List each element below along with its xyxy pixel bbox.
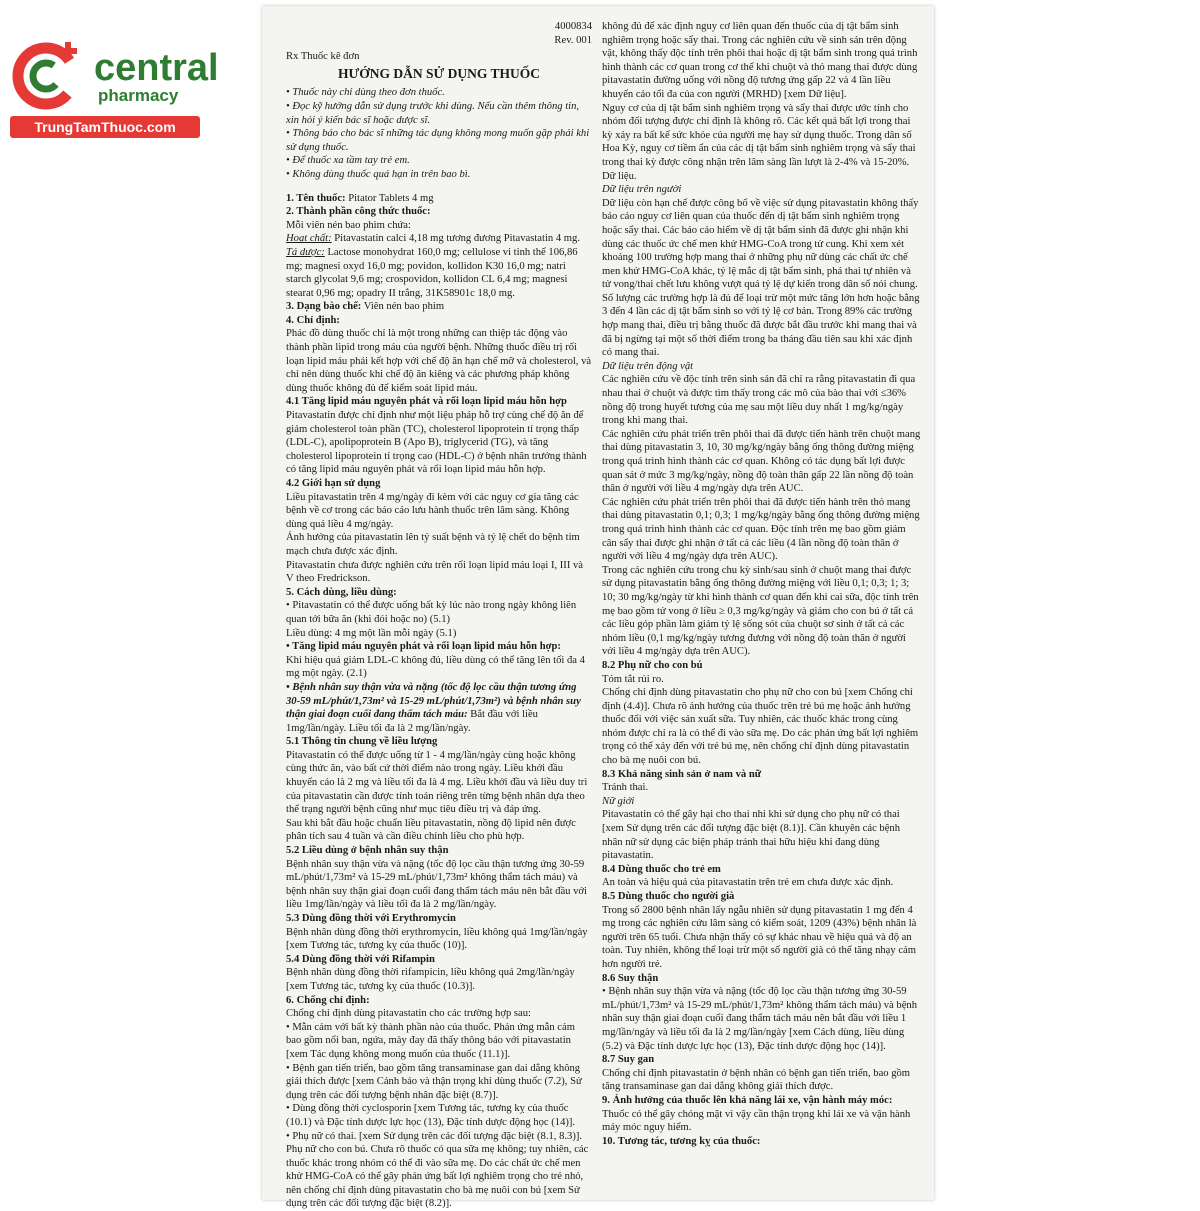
paragraph-lead: • Mẫn cảm với bất kỳ thành phần nào của thuốc. Phản ứng mẫn cảm bao gồm nổi ban, ngứa, mày đay đã thấy thông báo với pitavastatin [xem Tác dụng không mong muốn của thuốc (11.1)]. [286, 1022, 575, 1060]
paragraph-lead: An toàn và hiệu quả của pitavastatin trên trẻ em chưa được xác định. [602, 877, 893, 888]
paragraph [286, 531, 592, 558]
paragraph [286, 627, 592, 641]
paragraph [602, 1053, 922, 1067]
paragraph [286, 858, 592, 912]
paragraph [602, 564, 922, 659]
paragraph-lead: • Bệnh nhân suy thận vừa và nặng (tốc độ lọc cầu thận tương ứng 30-59 mL/phút/1,73m² và 15-29 mL/phút/1,73m²) và bệnh nhân suy thận giai đoạn cuối đang thẩm tách máu: [286, 682, 581, 720]
paragraph-rest: Pitator Tablets 4 mg [346, 193, 434, 204]
paragraph [602, 985, 922, 1053]
paragraph [602, 890, 922, 904]
paragraph-lead: 5.4 Dùng đồng thời với Rifampin [286, 954, 435, 965]
warning-item: • Để thuốc xa tầm tay trẻ em. [286, 154, 592, 168]
paragraph-rest: Bắt đầu với liều 1mg/lần/ngày. Liều tối đa là 2 mg/lần/ngày. [286, 709, 538, 734]
paragraph [286, 912, 592, 926]
paragraph-lead: Ảnh hưởng của pitavastatin lên tỷ suất bệnh và tỷ lệ chết do bệnh tim mạch chưa được xác định. [286, 532, 580, 557]
paragraph-lead: 3. Dạng bào chế: [286, 301, 361, 312]
left-column [286, 20, 592, 1211]
paragraph [286, 599, 592, 626]
paragraph [286, 966, 592, 993]
paragraph-lead: 8.4 Dùng thuốc cho trẻ em [602, 864, 721, 875]
doc-title: HƯỚNG DẪN SỬ DỤNG THUỐC [286, 67, 592, 81]
paragraph-lead: không đủ để xác định nguy cơ liên quan đến thuốc của dị tật bẩm sinh nghiêm trọng hoặc sẩy thai. Trong các nghiên cứu về sinh sản trên động vật, không thấy độc tính trên phôi thai hoặc dị tật bẩm sinh trong quá trình hình thành các cơ quan trong cơ thể khi chuột và thỏ mang thai được dùng pitavastatin đường uống với nồng độ tương ứng gấp 22 và 4 lần liều khuyến cáo tối đa của con người (MRHD) [xem Dữ liệu]. [602, 21, 917, 100]
paragraph-lead: 4.1 Tăng lipid máu nguyên phát và rối loạn lipid máu hỗn hợp [286, 396, 567, 407]
paragraph-lead: 4.2 Giới hạn sử dụng [286, 478, 380, 489]
paragraph-lead: 5.2 Liều dùng ở bệnh nhân suy thận [286, 845, 449, 856]
paragraph-rest: Viên nén bao phim [361, 301, 444, 312]
paragraph [602, 1108, 922, 1135]
paragraph [602, 972, 922, 986]
paragraph-lead: Pitavastatin chưa được nghiên cứu trên rối loạn lipid máu loại I, III và V theo Fredrickson. [286, 560, 583, 585]
paragraph [602, 659, 922, 673]
paragraph [602, 686, 922, 768]
paragraph [602, 876, 922, 890]
paragraph-lead: • Bệnh nhân suy thận vừa và nặng (tốc độ lọc cầu thận tương ứng 30-59 mL/phút/1,73m² và 15-29 mL/phút/1,73m² không thẩm tách máu) và bệnh nhân suy thận giai đoạn cuối đang thẩm tách máu nên bắt đầu với liều 1 mg/lần/ngày và liều tối đa là 2 mg/lần/ngày [xem Cách dùng, liều dùng (5.2) và Đặc tính dược lực học (13), Đặc tính dược động học (14)]. [602, 986, 917, 1051]
paragraph-lead: 4. Chỉ định: [286, 315, 340, 326]
paragraph [286, 477, 592, 491]
paragraph-lead: Dữ liệu trên người [602, 184, 681, 195]
paragraph-lead: Tránh thai. [602, 782, 648, 793]
paragraph [286, 844, 592, 858]
paragraph-lead: Dữ liệu còn hạn chế được công bố về việc sử dụng pitavastatin không thấy báo cáo nguy cơ liên quan của thuốc đến dị tật bẩm sinh nghiêm trọng hoặc sẩy thai. Các báo cáo hiếm về dị tật bẩm sinh đã được ghi nhận khi dùng các thuốc ức chế men khử HMG-CoA trong tử cung. Khi xem xét khoảng 100 trường hợp mang thai ở những phụ nữ dùng các chất ức chế men khử HMG-CoA khác, tỷ lệ mắc dị tật bẩm sinh, phá thai tự nhiên và tử vong/thai chết lưu không vượt quá tỷ lệ dự kiến trong dân số nói chung. Số lượng các trường hợp là đủ để loại trừ một mức tăng lớn hơn hoặc bằng 3 đến 4 lần các dị tật bẩm sinh so với tỷ lệ cơ bản. Trong 89% các trường hợp mang thai, điều trị bằng thuốc đã được bắt đầu trước khi mang thai và đã bị ngừng tại một số thời điểm trong ba tháng đầu tiên sau khi xác định có mang thai. [602, 198, 920, 359]
paragraph [286, 219, 592, 233]
paragraph-lead: Liều dùng: 4 mg một lần mỗi ngày (5.1) [286, 628, 456, 639]
paragraph [286, 749, 592, 817]
paragraph [602, 795, 922, 809]
paragraph [286, 300, 592, 314]
paragraph [602, 20, 922, 102]
paragraph [602, 1067, 922, 1094]
paragraph-lead: Bệnh nhân dùng đồng thời erythromycin, liều không quá 1mg/lần/ngày [xem Tương tác, tương kỵ của thuốc (10)]. [286, 927, 588, 952]
warning-item: • Thuốc này chỉ dùng theo đơn thuốc. [286, 86, 592, 100]
paragraph [286, 640, 592, 654]
paragraph-lead: 8.6 Suy thận [602, 973, 658, 984]
paragraph-lead: Sau khi bắt đầu hoặc chuẩn liều pitavastatin, nồng độ lipid nên được phân tích sau 4 tuần và cần điều chỉnh liều cho phù hợp. [286, 818, 576, 843]
warning-list [286, 86, 592, 181]
paragraph [286, 1062, 592, 1103]
paragraph-lead: • Dùng đồng thời cyclosporin [xem Tương tác, tương kỵ của thuốc (10.1) và Đặc tính dược lực học (13), Đặc tính dược động học (14)]. [286, 1103, 575, 1128]
paragraph [286, 654, 592, 681]
warning-item: • Không dùng thuốc quá hạn in trên bao bì. [286, 168, 592, 182]
paragraph-lead: Nguy cơ của dị tật bẩm sinh nghiêm trọng và sẩy thai được ước tính cho nhóm đối tượng được chỉ định là không rõ. Các kết quả bất lợi trong thai kỳ xảy ra bất kể sức khỏe của người mẹ hay sử dụng thuốc. Trong dân số Hoa Kỳ, nguy cơ tiềm ẩn của các dị tật bẩm sinh nghiêm trọng và sẩy thai trong thai kỳ được công nhận trên lâm sàng lần lượt là 2-4% và 15-20%. [602, 103, 916, 168]
paragraph-lead: 2. Thành phần công thức thuốc: [286, 206, 431, 217]
paragraph-lead: 9. Ảnh hưởng của thuốc lên khả năng lái xe, vận hành máy móc: [602, 1095, 892, 1106]
paragraph [286, 1021, 592, 1062]
paragraph-lead: Các nghiên cứu phát triển trên phôi thai đã được tiến hành trên chuột mang thai dùng pitavastatin 3, 10, 30 mg/kg/ngày bằng ống thông đường miệng trong quá trình hình thành các cơ quan. Không có tác dụng bất lợi được quan sát ở mức 3 mg/kg/ngày, nồng độ toàn thân gấp 22 lần nồng độ toàn thân ở người với liều 4 mg/ngày dựa trên AUC. [602, 429, 920, 494]
paragraph [602, 496, 922, 564]
paragraph [286, 409, 592, 477]
paragraph-lead: 10. Tương tác, tương kỵ của thuốc: [602, 1136, 760, 1147]
paragraph-lead: • Pitavastatin có thể được uống bất kỳ lúc nào trong ngày không liên quan tới bữa ăn (khi đói hoặc no) (5.1) [286, 600, 576, 625]
paragraph-lead: Pitavastatin được chỉ định như một liệu pháp hỗ trợ cùng chế độ ăn để giảm cholesterol toàn phần (TC), cholesterol lipoprotein tỉ trọng thấp (LDL-C), apolipoprotein B (Apo B), triglycerid (TG), và tăng cholesterol lipoprotein tỉ trọng cao (HDL-C) ở bệnh nhân trưởng thành có tăng lipid máu nguyên phát và rối loạn lipid máu hỗn hợp. [286, 410, 587, 475]
central-logo-icon [10, 36, 90, 116]
paragraph [602, 904, 922, 972]
paragraph-lead: Chống chỉ định pitavastatin ở bệnh nhân có bệnh gan tiến triển, bao gồm tăng transaminase gan dai dẳng không giải thích được. [602, 1068, 910, 1093]
paragraph-lead: 5. Cách dùng, liều dùng: [286, 587, 397, 598]
leaflet-page [262, 6, 934, 1200]
paragraph-lead: • Bệnh gan tiến triển, bao gồm tăng transaminase gan dai dẳng không giải thích được [xem Cảnh báo và thận trọng khi dùng thuốc (7.2), Sử dụng trên các đối tượng bệnh nhân đặc biệt (8.7)]. [286, 1063, 582, 1101]
paragraph [286, 559, 592, 586]
warning-item: • Đọc kỹ hướng dẫn sử dụng trước khi dùng. Nếu cần thêm thông tin, xin hỏi ý kiến bác sĩ hoặc dược sĩ. [286, 100, 592, 127]
paragraph-lead: Trong số 2800 bệnh nhân lấy ngẫu nhiên sử dụng pitavastatin 1 mg đến 4 mg trong các nghiên cứu lâm sàng có kiểm soát, 1209 (43%) bệnh nhân là người trên 65 tuổi. Chưa nhận thấy có sự khác nhau về hiệu quả và độ an toàn. Tuy nhiên, không thể loại trừ một số người già có thể tăng nhạy cảm hơn người trẻ. [602, 905, 916, 970]
paragraph-lead: 8.7 Suy gan [602, 1054, 654, 1065]
logo-banner: TrungTamThuoc.com [10, 116, 200, 138]
paragraph-lead: 8.3 Khả năng sinh sản ở nam và nữ [602, 769, 761, 780]
left-body [286, 192, 592, 1211]
logo-sub: pharmacy [98, 86, 178, 106]
paragraph-lead: Liều pitavastatin trên 4 mg/ngày đi kèm với các nguy cơ gia tăng các bệnh về cơ trong các báo cáo lưu hành thuốc trên lâm sàng. Không dùng quá liều 4 mg/ngày. [286, 492, 579, 530]
paragraph [602, 197, 922, 360]
paragraph-rest: Pitavastatin calci 4,18 mg tương đương Pitavastatin 4 mg. [332, 233, 580, 244]
paragraph-lead: Các nghiên cứu phát triển trên phôi thai đã được tiến hành trên thỏ mang thai dùng pitavastatin 0,1; 0,3; 1 mg/kg/ngày bằng ống thông đường miệng trong quá trình hình thành các cơ quan. Độc tính trên mẹ bao gồm giảm cân sẩy thai được ghi nhận ở tất cả các liều (4 lần nồng độ toàn thân ở người với liều 4 mg/ngày dựa trên AUC). [602, 497, 920, 562]
paragraph [602, 1135, 922, 1149]
paragraph [286, 681, 592, 735]
doc-rev: Rev. 001 [286, 34, 592, 48]
paragraph [286, 817, 592, 844]
logo-brand: central [94, 46, 219, 90]
paragraph [286, 926, 592, 953]
right-body [602, 20, 922, 1148]
paragraph-lead: Chống chỉ định dùng pitavastatin cho phụ nữ cho con bú [xem Chống chỉ định (4.4)]. Chưa rõ ảnh hưởng của thuốc trên trẻ bú mẹ hoặc ảnh hưởng thuốc đối với việc sản xuất sữa. Tuy nhiên, các thuốc khác trong cùng nhóm được chỉ ra là có thể đi vào sữa mẹ. Do các phản ứng bất lợi nghiêm trọng có thể xảy đến với trẻ bú mẹ, nên chống chỉ định dùng pitavastatin cho bà mẹ nuôi con bú. [602, 687, 918, 766]
paragraph-lead: 5.3 Dùng đồng thời với Erythromycin [286, 913, 456, 924]
paragraph [286, 953, 592, 967]
paragraph [286, 1130, 592, 1211]
doc-code: 4000834 [286, 20, 592, 34]
paragraph-rest: Lactose monohydrat 160,0 mg; cellulose vi tinh thể 106,86 mg; magnesi oxyd 16,0 mg; povidon, kollidon K30 16,0 mg; natri starch glycolat 9,6 mg; crospovidon, kollidon CL 6,4 mg; magnesi stearat 0,96 mg; opadry II trắng, 31K58901c 18,0 mg. [286, 247, 578, 299]
paragraph [286, 735, 592, 749]
right-column [602, 20, 922, 1148]
paragraph-lead: Các nghiên cứu về độc tính trên sinh sản đã chỉ ra rằng pitavastatin đi qua nhau thai ở chuột và được tìm thấy trong các mô của bào thai với ≤36% nồng độ trong huyết tương của mẹ sau một liều duy nhất 1 mg/kg/ngày trong khi mang thai. [602, 374, 915, 426]
paragraph-lead: Thuốc có thể gây chóng mặt vì vậy cần thận trọng khi lái xe và vận hành máy móc nguy hiểm. [602, 1109, 910, 1134]
paragraph [286, 205, 592, 219]
paragraph-lead: Bệnh nhân dùng đồng thời rifampicin, liều không quá 2mg/lần/ngày [xem Tương tác, tương kỵ của thuốc (10.3)]. [286, 967, 575, 992]
paragraph [602, 428, 922, 496]
paragraph-lead: Khi hiệu quả giảm LDL-C không đủ, liều dùng có thể tăng lên tối đa 4 mg một ngày. (2.1) [286, 655, 585, 680]
paragraph [602, 360, 922, 374]
paragraph [286, 232, 592, 246]
paragraph-lead: Bệnh nhân suy thận vừa và nặng (tốc độ lọc cầu thận tương ứng 30-59 mL/phút/1,73m² và 15-29 mL/phút/1,73m² không thẩm tách máu) và bệnh nhân suy thận giai đoạn cuối đang thẩm tách máu nên bắt đầu với liều 1mg/lần/ngày và liều tối đa là 2 mg/lần/ngày. [286, 859, 587, 911]
paragraph-lead: 8.5 Dùng thuốc cho người già [602, 891, 734, 902]
paragraph [286, 491, 592, 532]
paragraph-lead: Mỗi viên nén bao phim chứa: [286, 220, 411, 231]
paragraph [602, 808, 922, 862]
paragraph [286, 586, 592, 600]
paragraph [602, 863, 922, 877]
paragraph-lead: Tóm tắt rủi ro. [602, 674, 664, 685]
paragraph-lead: 6. Chống chỉ định: [286, 995, 370, 1006]
paragraph-lead: Phác đồ dùng thuốc chỉ là một trong những can thiệp tác động vào thành phần lipid trong máu của người bệnh. Những thuốc điều trị rối loạn lipid máu phải kết hợp với chế độ ăn hạn chế mỡ và cholesterol, và chỉ nên dùng thuốc khi chế độ ăn kiêng và các phương pháp không dùng thuốc không đủ để kiểm soát lipid máu. [286, 328, 591, 393]
paragraph-lead: Chống chỉ định dùng pitavastatin cho các trường hợp sau: [286, 1008, 531, 1019]
paragraph [286, 327, 592, 395]
warning-item: • Thông báo cho bác sĩ những tác dụng không mong muốn gặp phải khi sử dụng thuốc. [286, 127, 592, 154]
paragraph [602, 183, 922, 197]
paragraph [602, 673, 922, 687]
paragraph [602, 768, 922, 782]
paragraph [602, 781, 922, 795]
rx-label: Rx Thuốc kê đơn [286, 50, 592, 64]
paragraph-lead: Tá dược: [286, 247, 325, 258]
paragraph-lead: 8.2 Phụ nữ cho con bú [602, 660, 703, 671]
paragraph-lead: 5.1 Thông tin chung về liều lượng [286, 736, 437, 747]
paragraph [286, 395, 592, 409]
paragraph-lead: Pitavastatin có thể gây hại cho thai nhi khi sử dụng cho phụ nữ có thai [xem Sử dụng trên các đối tượng đặc biệt (8.1)]. Cần khuyên các bệnh nhân nữ sử dụng các biện pháp tránh thai hữu hiệu khi đang dùng pitavastatin. [602, 809, 900, 861]
paragraph-lead: Nữ giới [602, 796, 634, 807]
paragraph-lead: • Phụ nữ có thai. [xem Sử dụng trên các đối tượng đặc biệt (8.1, 8.3)]. Phụ nữ cho con bú. Chưa rõ thuốc có qua sữa mẹ không; tuy nhiên, các thuốc khác trong nhóm có thể đi vào sữa mẹ. Do các chất ức chế men khử HMG-CoA có thể gây phản ứng bất lợi nghiêm trọng cho trẻ nhỏ, nên chống chỉ định dùng pitavastatin cho bà mẹ nuôi con bú [xem Sử dụng trên các đối tượng đặc biệt (8.2)]. [286, 1131, 588, 1210]
paragraph-lead: 1. Tên thuốc: [286, 193, 346, 204]
paragraph-lead: Trong các nghiên cứu trong chu kỳ sinh/sau sinh ở chuột mang thai được sử dụng pitavastatin bằng ống thông đường miệng với liều 0,1; 0,3; 1; 3; 10; 30 mg/kg/ngày từ khi hình thành cơ quan đến khi cai sữa, độc tính trên mẹ bao gồm tử vong ở liều ≥ 0,3 mg/kg/ngày và giảm cho con bú ở tất cả các liều góp phần làm giảm tỷ lệ sống sót của chuột sơ sinh ở tất cả các nhóm liều (0,1 mg/kg/ngày tương đương với nồng độ toàn thân ở người với liều 4 mg/ngày dựa trên AUC). [602, 565, 919, 658]
paragraph [602, 373, 922, 427]
paragraph [286, 1102, 592, 1129]
paragraph [602, 1094, 922, 1108]
paragraph [602, 170, 922, 184]
paragraph [286, 192, 592, 206]
paragraph [602, 102, 922, 170]
paragraph [286, 246, 592, 300]
paragraph [286, 314, 592, 328]
paragraph-lead: Pitavastatin có thể được uống từ 1 - 4 mg/lần/ngày cùng hoặc không cùng thức ăn, vào bất cứ thời điểm nào trong ngày. Liều khởi đầu khuyến cáo là 2 mg và liều tối đa là 4 mg. Liều khởi đầu và liều duy trì của pitavastatin cần được tính toán riêng trên từng bệnh nhân dựa theo thể trạng người bệnh cũng như mục tiêu điều trị và đáp ứng. [286, 750, 587, 815]
paragraph [286, 994, 592, 1008]
paragraph-lead: Hoạt chất: [286, 233, 332, 244]
paragraph [286, 1007, 592, 1021]
paragraph-lead: • Tăng lipid máu nguyên phát và rối loạn lipid máu hỗn hợp: [286, 641, 561, 652]
paragraph-lead: Dữ liệu. [602, 171, 637, 182]
paragraph-lead: Dữ liệu trên động vật [602, 361, 693, 372]
